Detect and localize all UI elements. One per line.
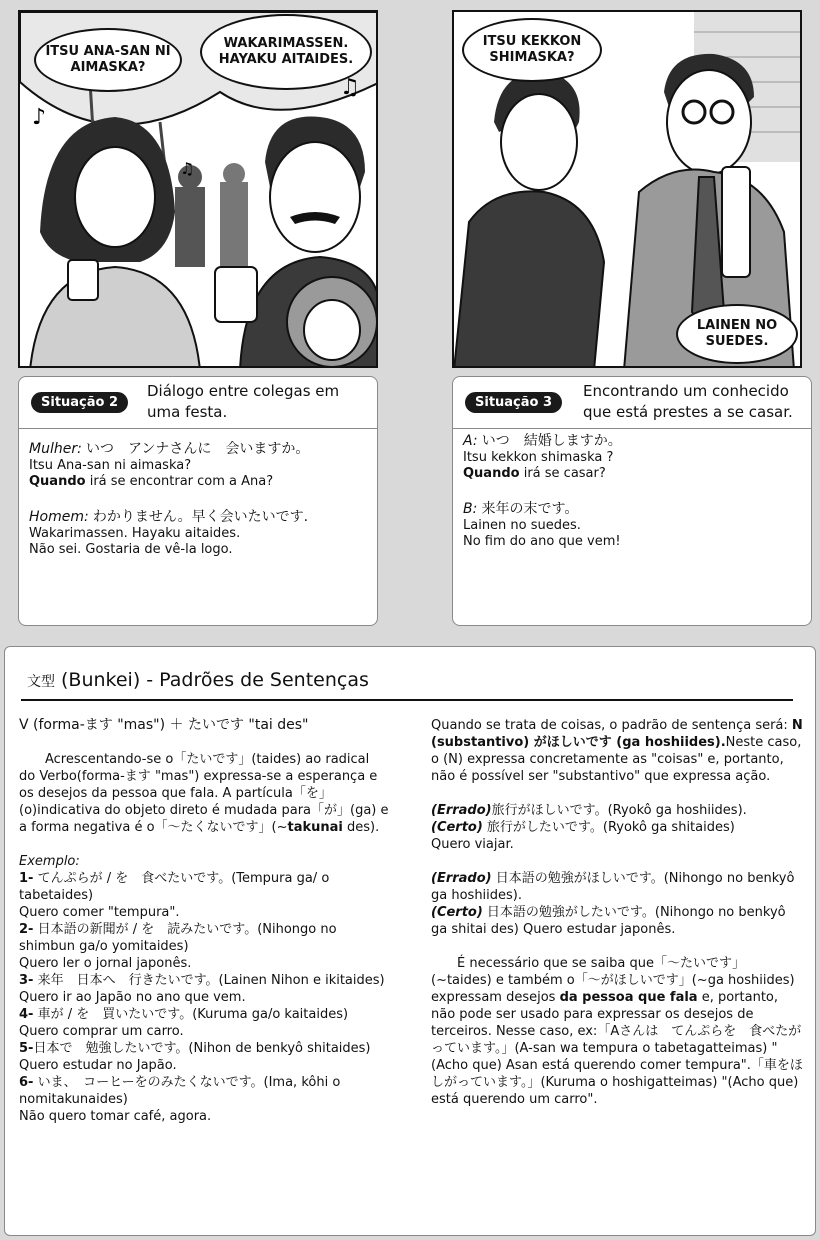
situation-2-card xyxy=(18,376,378,626)
comic-panel-party xyxy=(18,10,378,368)
comic-panel-encounter xyxy=(452,10,802,368)
example-2: 2- 日本語の新聞が / を 読みたいです。(Nihongo no shimbun ga/o yomitaides) xyxy=(19,922,337,954)
bunkei-left-column xyxy=(19,717,389,1125)
svg-text:♪: ♪ xyxy=(32,105,47,130)
example-6-translation: Não quero tomar café, agora. xyxy=(19,1109,212,1124)
example-5-translation: Quero estudar no Japão. xyxy=(19,1058,177,1073)
situation-2-dialogue-man: Homem: わかりません。早く会いたいです. Wakarimassen. Hayaku aitaides. Não sei. Gostaria de vê-la logo. xyxy=(29,509,309,557)
right-example-2: (Certo) 日本語の勉強がしたいです。(Nihongo no benkyô ga shitai des) Quero estudar japonês. xyxy=(431,905,786,937)
example-4: 4- 車が / を 買いたいです。(Kuruma ga/o kaitaides) xyxy=(19,1007,349,1022)
sentence-pattern: V (forma-ます "mas") ＋ たいです "tai des" xyxy=(19,717,309,733)
wrong-example-1: (Errado)旅行がほしいです。(Ryokô ga hoshiides). xyxy=(431,803,747,818)
intro-paragraph: Acrescentando-se o「たいです」(taides) ao radical do Verbo(forma-ます "mas") expressa-se a esperança e os desejos da pessoa que fala. A partícula「を」(o)indicativa do objeto direto é mudada para「が」(ga) e a forma negativa é o「～たくないです」(~takunai des). xyxy=(19,752,389,835)
speech-bubble-glasses-man: LAINEN NO SUEDES. xyxy=(676,304,798,364)
situation-2-dialogue-woman: Mulher: いつ アンナさんに 会いますか。 Itsu Ana-san ni aimaska? Quando irá se encontrar com a Ana? xyxy=(29,441,310,489)
third-party-paragraph: É necessário que se saiba que「～たいです」(~taides) e também o「～がほしいです」(~ga hoshiides) expressam desejos da pessoa que fala e, portanto, não pode ser usado para expressar os desejos de terceiros. Nesse caso, ex:「Aさんは てんぷらを 食べたがっています。」(A-san wa tempura o tabetagatteimas) "(Acho que) Asan está querendo comer tempura".「車をほしがっています。」(Kuruma o hoshigatteimas) "(Acho que) está querendo um carro". xyxy=(431,956,803,1107)
speech-bubble-young-man: ITSU KEKKON SHIMASKA? xyxy=(462,18,602,82)
substantive-paragraph: Quando se trata de coisas, o padrão de sentença será: N (substantivo) がほしいです (ga hoshiides).Neste caso, o (N) expressa concretamente as "coisas" e, portanto, não é possível ser "substantivo" que expressa ação. xyxy=(431,718,803,784)
bunkei-section xyxy=(4,646,816,1236)
wrong-example-2: (Errado) 日本語の勉強がほしいです。(Nihongo no benkyô ga hoshiides). xyxy=(431,871,795,903)
speech-bubble-man: WAKARIMASSEN. HAYAKU AITAIDES. xyxy=(200,14,372,90)
example-label: Exemplo: xyxy=(19,854,80,869)
bunkei-title: 文型 (Bunkei) - Padrões de Sentenças xyxy=(27,669,369,691)
situation-2-description: Diálogo entre colegas em uma festa. xyxy=(147,382,340,421)
example-2-translation: Quero ler o jornal japonês. xyxy=(19,956,192,971)
example-6: 6- いま、 コーヒーをのみたくないです。(Ima, kôhi o nomitakunaides) xyxy=(19,1075,341,1107)
svg-text:♫: ♫ xyxy=(340,75,360,100)
example-3-translation: Quero ir ao Japão no ano que vem. xyxy=(19,990,246,1005)
svg-text:♫: ♫ xyxy=(180,159,195,178)
title-divider xyxy=(21,699,793,701)
example-5: 5-日本で 勉強したいです。(Nihon de benkyô shitaides) xyxy=(19,1041,371,1056)
situation-2-badge: Situação 2 xyxy=(31,392,128,413)
situation-3-description: Encontrando um conhecido que está prestes a se casar. xyxy=(583,382,793,421)
situation-3-header xyxy=(453,377,811,429)
example-3: 3- 来年 日本へ 行きたいです。(Lainen Nihon e ikitaides) xyxy=(19,973,385,988)
bunkei-right-column xyxy=(431,717,803,1108)
situation-3-dialogue-b: B: 来年の末です。 Lainen no suedes. No fim do ano que vem! xyxy=(463,501,621,549)
right-example-1: (Certo) 旅行がしたいです。(Ryokô ga shitaides) xyxy=(431,820,735,835)
situation-3-badge: Situação 3 xyxy=(465,392,562,413)
situation-3-card xyxy=(452,376,812,626)
situation-2-header xyxy=(19,377,377,429)
speech-bubble-woman: ITSU ANA-SAN NI AIMASKA? xyxy=(34,28,182,92)
example-1: 1- てんぷらが / を 食べたいです。(Tempura ga/ o tabetaides) xyxy=(19,871,330,903)
right-example-1-translation: Quero viajar. xyxy=(431,837,514,852)
example-4-translation: Quero comprar um carro. xyxy=(19,1024,184,1039)
example-1-translation: Quero comer "tempura". xyxy=(19,905,180,920)
situation-3-dialogue-a: A: いつ 結婚しますか。 Itsu kekkon shimaska ? Quando irá se casar? xyxy=(463,433,622,481)
